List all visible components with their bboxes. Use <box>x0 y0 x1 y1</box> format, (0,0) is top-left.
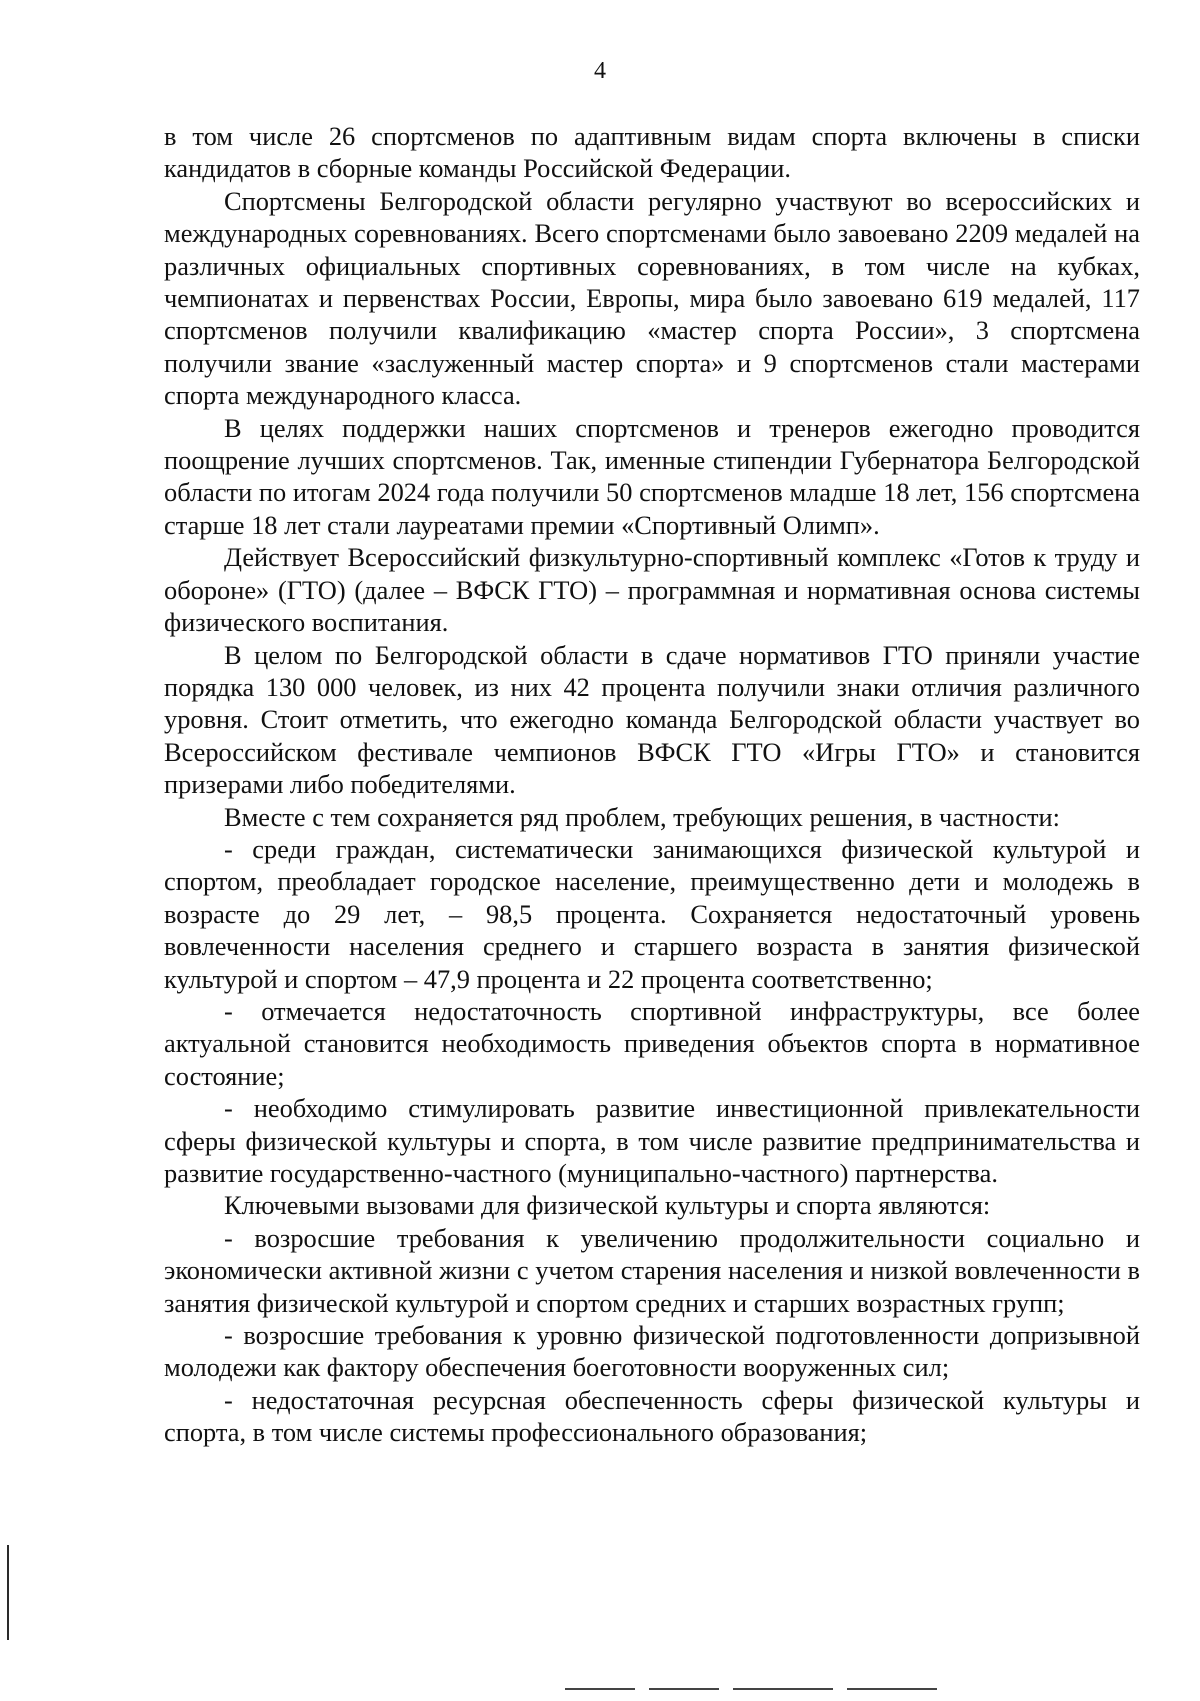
footer-rule <box>565 1688 965 1691</box>
list-item: - необходимо стимулировать развитие инвестиционной привлекательности сферы физической культуры и спорта, в том числе развитие предпринимательства и развитие государственно-частного (муниципально-частного) партнерства. <box>164 1093 1140 1188</box>
paragraph: Действует Всероссийский физкультурно-спортивный комплекс «Готов к труду и обороне» (ГТО) (далее – ВФСК ГТО) – программная и нормативная основа системы физического воспитания. <box>164 542 1140 638</box>
footer-rule-segment <box>649 1688 719 1690</box>
footer-rule-segment <box>847 1688 937 1690</box>
paragraph: в том числе 26 спортсменов по адаптивным видам спорта включены в списки кандидатов в сборные команды Российской Федерации. <box>164 121 1140 184</box>
scan-edge-mark <box>7 1545 9 1640</box>
page-number: 4 <box>594 58 606 84</box>
footer-rule-segment <box>565 1688 635 1690</box>
document-body <box>164 120 1140 1449</box>
list-item: - возросшие требования к увеличению продолжительности социально и экономически активной жизни с учетом старения населения и низкой вовлеченности в занятия физической культурой и спортом средних и старших возрастных групп; <box>164 1222 1140 1318</box>
list-item: - недостаточная ресурсная обеспеченность сферы физической культуры и спорта, в том числе системы профессионального образования; <box>164 1384 1140 1448</box>
list-item: - среди граждан, систематически занимающихся физической культурой и спортом, преобладает городское население, преимущественно дети и молодежь в возрасте до 29 лет, – 98,5 процента. Сохраняется недостаточный уровень вовлеченности населения среднего и старшего возраста в занятия физической культурой и спортом – 47,9 процента и 22 процента соответственно; <box>164 833 1140 994</box>
list-item: - отмечается недостаточность спортивной инфраструктуры, все более актуальной становится необходимость приведения объектов спорта в нормативное состояние; <box>164 995 1140 1091</box>
paragraph: Ключевыми вызовами для физической культуры и спорта являются: <box>224 1190 991 1221</box>
paragraph: Вместе с тем сохраняется ряд проблем, требующих решения, в частности: <box>224 801 1060 832</box>
list-item: - возросшие требования к уровню физической подготовленности допризывной молодежи как фактору обеспечения боеготовности вооруженных сил; <box>164 1320 1140 1383</box>
footer-rule-segment <box>733 1688 833 1690</box>
paragraph: Спортсмены Белгородской области регулярно участвуют во всероссийских и международных соревнованиях. Всего спортсменами было завоевано 2209 медалей на различных официальных спортивных соревнованиях, в том числе на кубках, чемпионатах и первенствах России, Европы, мира было завоевано 619 медалей, 117 спортсменов получили квалификацию «мастер спорта России», 3 спортсмена получили звание «заслуженный мастер спорта» и 9 спортсменов стали мастерами спорта международного класса. <box>164 185 1140 411</box>
paragraph: В целом по Белгородской области в сдаче нормативов ГТО приняли участие порядка 130 000 человек, из них 42 процента получили знаки отличия различного уровня. Стоит отметить, что ежегодно команда Белгородской области участвует во Всероссийском фестивале чемпионов ВФСК ГТО «Игры ГТО» и становится призерами либо победителями. <box>164 639 1140 800</box>
paragraph: В целях поддержки наших спортсменов и тренеров ежегодно проводится поощрение лучших спортсменов. Так, именные стипендии Губернатора Белгородской области по итогам 2024 года получили 50 спортсменов младше 18 лет, 156 спортсмена старше 18 лет стали лауреатами премии «Спортивный Олимп». <box>164 412 1140 540</box>
